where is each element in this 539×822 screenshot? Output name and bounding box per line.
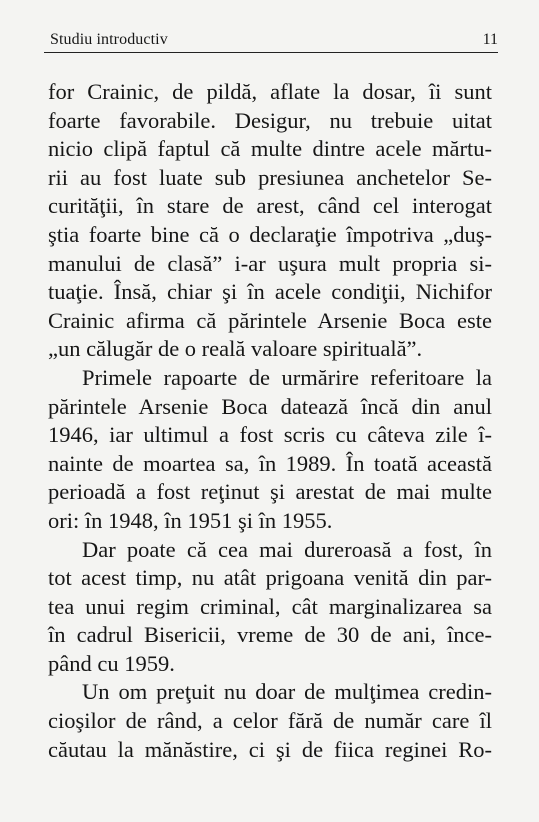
text-line: perioadă a fost reţinut şi arestat de mai multe [48,479,492,505]
text-line: părintele Arsenie Boca datează încă din anul [48,393,492,419]
text-line: tea unui regim criminal, cât marginalizarea sa [48,593,492,619]
text-line: nicio clipă faptul că multe dintre acele mărtu- [48,136,492,162]
text-line: manului de clasă” i-ar uşura mult propria si- [48,250,492,276]
text-line: rii au fost luate sub presiunea anchetelor Se- [48,164,492,190]
text-line: Dar poate că cea mai dureroasă a fost, în [82,536,492,562]
text-line: „un călugăr de o reală valoare spirituală”. [48,336,423,362]
text-line: ştia foarte bine că o declaraţie împotriva „duş- [48,221,492,247]
text-line: tuaţie. Însă, chiar şi în acele condiţii, Nichifor [48,279,492,305]
text-line: for Crainic, de pildă, aflate la dosar, îi sunt [48,79,492,104]
header-rule [44,52,498,53]
text-line: căutau la mănăstire, ci şi de fiica reginei Ro- [48,736,492,762]
text-line: în cadrul Bisericii, vreme de 30 de ani, înce- [48,622,492,648]
text-line: foarte favorabile. Desigur, nu trebuie uitat [48,107,492,133]
text-line: cioşilor de rând, a celor fără de număr care îl [48,708,492,734]
text-line: Primele rapoarte de urmărire referitoare la [82,364,492,390]
page-number: 11 [482,31,498,48]
text-line: curităţii, în stare de arest, când cel interogat [48,193,492,219]
text-line: nainte de moartea sa, în 1989. În toată această [48,450,492,476]
text-line: ori: în 1948, în 1951 şi în 1955. [48,507,333,533]
text-line: tot acest timp, nu atât prigoana venită din par- [48,565,492,591]
text-line: Crainic afirma că părintele Arsenie Boca este [48,307,492,333]
running-head: Studiu introductiv [50,31,168,48]
text-line: pând cu 1959. [48,650,175,676]
text-line: Un om preţuit nu doar de mulţimea credin- [82,679,492,705]
body-text [48,78,492,764]
text-line: 1946, iar ultimul a fost scris cu câteva zile î- [48,422,492,448]
